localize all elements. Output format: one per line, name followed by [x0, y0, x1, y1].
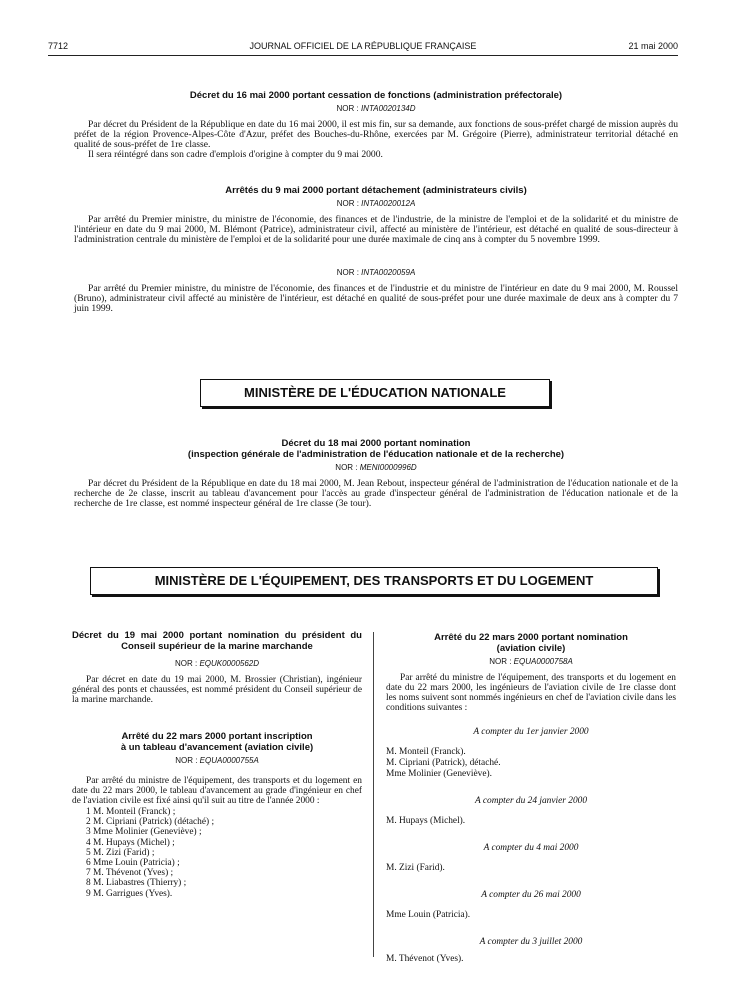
- left-column: [72, 630, 362, 899]
- nor-reference: NOR : INTA0020134D: [336, 104, 416, 113]
- header-rule: [48, 55, 678, 56]
- decree-title: Décret du 19 mai 2000 portant nomination du président du Conseil supérieur de la marine marchande: [72, 630, 362, 652]
- arrete-subtitle: à un tableau d'avancement (aviation civile): [120, 742, 314, 753]
- effective-date: A compter du 26 mai 2000: [481, 890, 581, 900]
- list-item: 2 M. Cipriani (Patrick) (détaché) ;: [86, 817, 215, 828]
- list-item: 6 Mme Louin (Patricia) ;: [86, 858, 180, 869]
- list-item: M. Monteil (Franck).: [386, 747, 466, 757]
- date-group: [386, 843, 676, 874]
- date-group: [386, 890, 676, 921]
- decree-body: Il sera réintégré dans son cadre d'emplois d'origine à compter du 9 mai 2000.: [88, 149, 383, 160]
- arrete-subtitle: (aviation civile): [496, 643, 566, 654]
- list-item: 3 Mme Molinier (Geneviève) ;: [86, 827, 202, 838]
- arrete-title: Arrêté du 22 mars 2000 portant inscription: [121, 731, 313, 742]
- decree-body: Par décret en date du 19 mai 2000, M. Brossier (Christian), ingénieur général des ponts et chaussées, est nommé président du Conseil supérieur de la marine marchande.: [72, 675, 362, 705]
- effective-date: A compter du 24 janvier 2000: [474, 796, 588, 806]
- effective-date: A compter du 1er janvier 2000: [473, 727, 589, 737]
- date-group: [386, 727, 676, 780]
- decree-title: Décret du 16 mai 2000 portant cessation de fonctions (administration préfectorale): [189, 90, 563, 101]
- names-list: [386, 954, 676, 965]
- decree-body: Par décret du Président de la République en date du 16 mai 2000, il est mis fin, sur sa demande, aux fonctions de sous-préfet chargé de mission auprès du préfet de la région Provence-Alpes-Côte d'Azur, préfet des Bouches-du-Rhône, exercées par M. Grégoire (Pierre), administrateur territorial détaché en qualité de sous-préfet de 1re classe.: [74, 119, 678, 150]
- arretes-detachement: [74, 185, 678, 314]
- list-item: M. Thévenot (Yves).: [386, 954, 464, 964]
- names-list: [386, 863, 676, 874]
- date-group: [386, 796, 676, 827]
- names-list: [386, 910, 676, 921]
- decree-title: Décret du 18 mai 2000 portant nomination: [281, 438, 471, 449]
- effective-date: A compter du 3 juillet 2000: [479, 937, 583, 947]
- nor-reference: NOR : EQUK0000562D: [174, 659, 260, 668]
- list-item: 7 M. Thévenot (Yves) ;: [86, 868, 174, 879]
- arrete-title: Arrêtés du 9 mai 2000 portant détachement (administrateurs civils): [225, 185, 527, 196]
- list-item: 4 M. Hupays (Michel) ;: [86, 837, 175, 848]
- arrete-body: Par arrêté du ministre de l'équipement, des transports et du logement en date du 22 mars 2000, les ingénieurs de l'aviation civile de 1re classe dont les noms suivent sont nommés ingénieurs en chef de l'aviation civile dans les conditions suivantes :: [386, 673, 676, 713]
- list-item: 5 M. Zizi (Farid) ;: [86, 847, 155, 858]
- nor-reference: NOR : MENI0000996D: [335, 463, 417, 472]
- date-group: [386, 937, 676, 965]
- list-item: M. Cipriani (Patrick), détaché.: [386, 758, 501, 768]
- decree-subtitle: (inspection générale de l'administration de l'éducation nationale et de la recherche): [187, 449, 565, 460]
- arrete-body: Par arrêté du Premier ministre, du ministre de l'économie, des finances et de l'industrie, de la ministre de l'emploi et de la solidarité et du ministre de l'intérieur en date du 9 mai 2000, M. Blémont (Patrice), administrateur civil, affecté au ministère de l'intérieur, est détaché en qualité de sous-directeur à l'administration centrale du ministère de l'emploi et de la solidarité pour une durée maximale de cinq ans à compter du 5 novembre 1999.: [74, 214, 678, 245]
- ministry-heading: MINISTÈRE DE L'ÉQUIPEMENT, DES TRANSPORTS ET DU LOGEMENT: [90, 567, 658, 595]
- list-item: M. Hupays (Michel).: [386, 816, 466, 826]
- arrete-body: Par arrêté du Premier ministre, du ministre de l'économie, des finances et de l'industrie et du ministre de l'intérieur en date du 9 mai 2000, M. Roussel (Bruno), administrateur civil affecté au ministère de l'intérieur, est détaché en qualité de sous-préfet pour une durée maximale de deux ans à compter du 7 juin 1999.: [74, 283, 678, 314]
- names-list: [386, 816, 676, 827]
- nor-reference: NOR : INTA0020059A: [336, 268, 416, 277]
- names-list: [386, 747, 676, 780]
- list-item: 9 M. Garrigues (Yves).: [86, 888, 173, 899]
- list-item: 8 M. Liabastres (Thierry) ;: [86, 878, 187, 889]
- decree-cessation: [74, 90, 678, 160]
- list-item: M. Zizi (Farid).: [386, 863, 445, 873]
- list-item: 1 M. Monteil (Franck) ;: [86, 807, 176, 817]
- page-number: 7712: [48, 41, 69, 51]
- journal-title: JOURNAL OFFICIEL DE LA RÉPUBLIQUE FRANÇAISE: [249, 41, 477, 51]
- nor-reference: NOR : EQUA0000758A: [489, 657, 573, 666]
- page-header: [48, 41, 678, 53]
- arrete-body: Par arrêté du ministre de l'équipement, des transports et du logement en date du 22 mars 2000, le tableau d'avancement au grade d'ingénieur en chef de l'aviation civile est fixé ainsi qu'il suit au titre de l'année 2000 :: [72, 776, 362, 806]
- nor-reference: NOR : INTA0020012A: [336, 199, 416, 208]
- list-item: Mme Louin (Patricia).: [386, 910, 471, 920]
- effective-date: A compter du 4 mai 2000: [483, 843, 579, 853]
- arrete-title: Arrêté du 22 mars 2000 portant nomination: [434, 632, 628, 643]
- ministry-heading: MINISTÈRE DE L'ÉDUCATION NATIONALE: [200, 379, 550, 407]
- nor-reference: NOR : EQUA0000755A: [175, 756, 259, 765]
- column-divider: [373, 632, 374, 957]
- arrete-inscription: [72, 731, 362, 899]
- publication-date: 21 mai 2000: [628, 41, 678, 51]
- decree-nomination-inspection: [74, 438, 678, 509]
- advancement-list: [86, 807, 362, 899]
- right-column: [386, 632, 676, 965]
- list-item: Mme Molinier (Geneviève).: [386, 769, 492, 779]
- decree-body: Par décret du Président de la République en date du 18 mai 2000, M. Jean Rebout, inspecteur général de l'administration de l'éducation nationale et de la recherche de 2e classe, inscrit au tableau d'avancement pour l'accès au grade d'inspecteur général de l'administration de l'éducation nationale et de la recherche de 1re classe, est nommé inspecteur général de 1re classe (3e tour).: [74, 478, 678, 509]
